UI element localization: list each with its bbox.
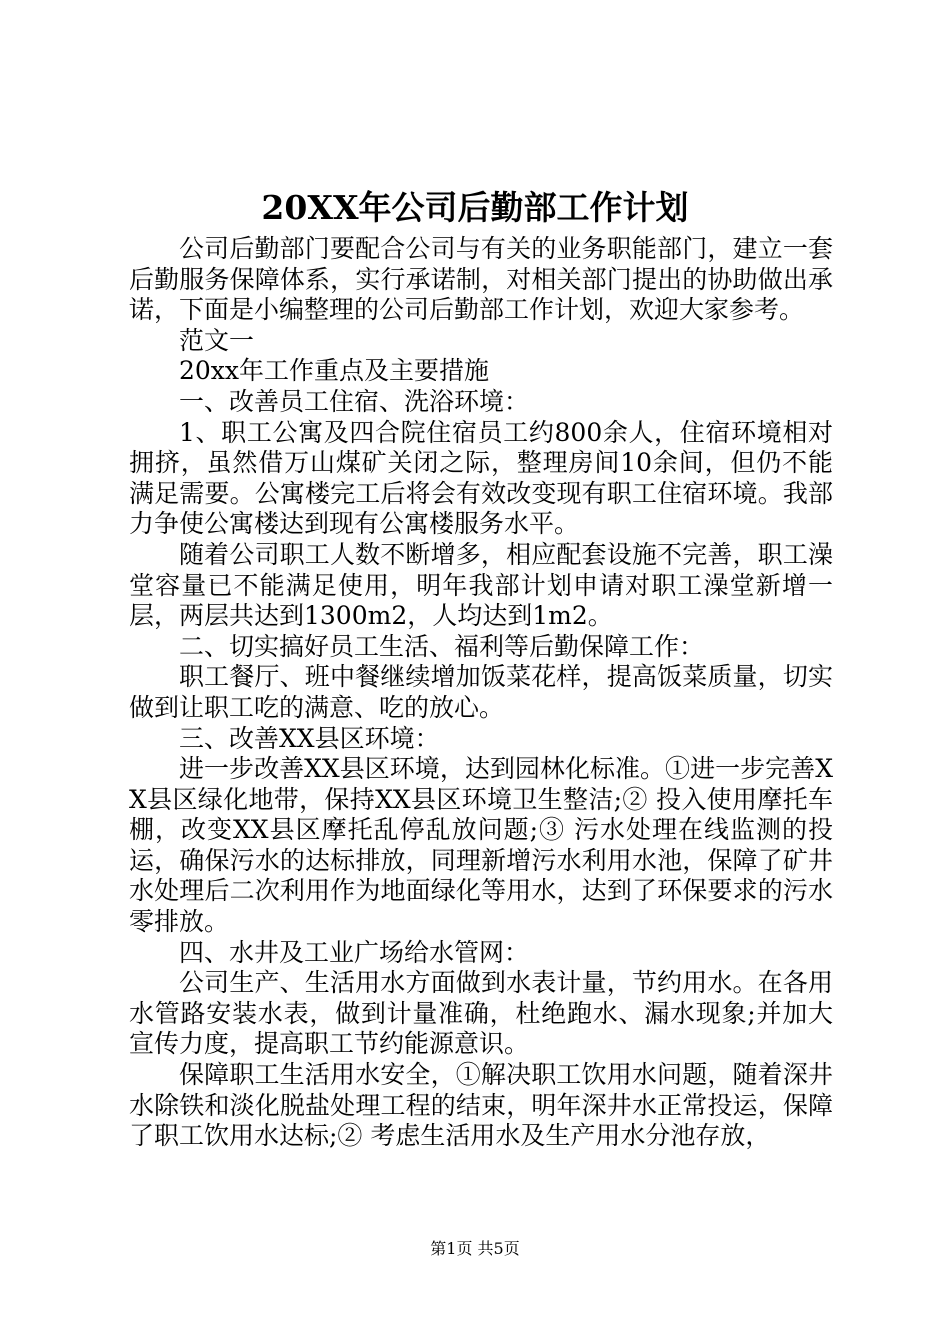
paragraph: 20xx年工作重点及主要措施 [179,356,490,386]
paragraph: 范文一 [179,325,255,355]
paragraph: 职工餐厅、班中餐继续增加饭菜花样，提高饭菜质量，切实做到让职工吃的满意、吃的放心。 [129,662,833,722]
section-heading: 四、水井及工业广场给水管网： [179,937,530,967]
paragraph: 公司生产、生活用水方面做到水表计量，节约用水。在各用水管路安装水表，做到计量准确，杜绝跑水、漏水现象;并加大宣传力度，提高职工节约能源意识。 [129,968,833,1059]
document-body [129,234,833,1152]
paragraph: 随着公司职工人数不断增多，相应配套设施不完善，职工澡堂容量已不能满足使用，明年我部计划申请对职工澡堂新增一层，两层共达到1300m2，人均达到1m2。 [129,539,833,631]
page-footer: 第1页 共5页 [430,1239,520,1258]
paragraph: 公司后勤部门要配合公司与有关的业务职能部门，建立一套后勤服务保障体系，实行承诺制，对相关部门提出的协助做出承诺，下面是小编整理的公司后勤部工作计划，欢迎大家参考。 [129,234,833,325]
section-heading: 一、改善员工住宿、洗浴环境： [179,386,530,416]
section-heading: 二、切实搞好员工生活、福利等后勤保障工作： [179,631,705,661]
section-heading: 三、改善XX县区环境： [179,723,440,753]
paragraph: 进一步改善XX县区环境，达到园林化标准。①进一步完善XX县区绿化地带，保持XX县区环境卫生整洁;② 投入使用摩托车棚，改变XX县区摩托乱停乱放问题;③ 污水处理在线监测的投运，确保污水的达标排放，同理新增污水利用水池，保障了矿井水处理后二次利用作为地面绿化等用水，达到了环保要求的污水零排放。 [129,754,833,937]
document-title: 20XX年公司后勤部工作计划 [261,188,689,227]
paragraph: 1、职工公寓及四合院住宿员工约800余人，住宿环境相对拥挤，虽然借万山煤矿关闭之际，整理房间10余间，但仍不能满足需要。公寓楼完工后将会有效改变现有职工住宿环境。我部力争使公寓楼达到现有公寓楼服务水平。 [129,417,833,539]
paragraph: 保障职工生活用水安全，①解决职工饮用水问题，随着深井水除铁和淡化脱盐处理工程的结束，明年深井水正常投运，保障了职工饮用水达标;② 考虑生活用水及生产用水分池存放， [129,1060,833,1151]
